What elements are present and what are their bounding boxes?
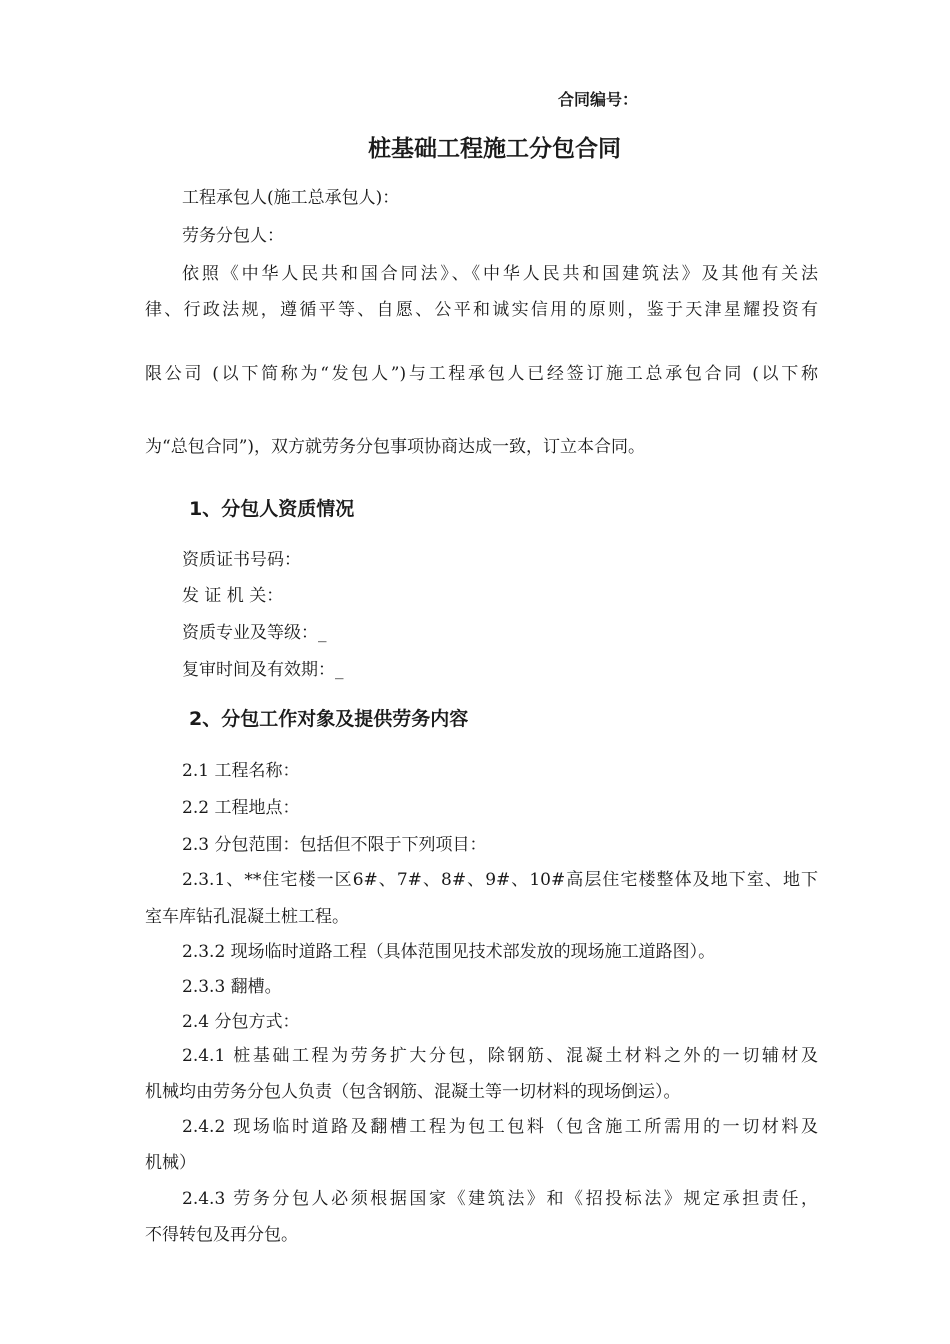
review-validity: 复审时间及有效期：_ bbox=[182, 660, 344, 680]
method-2-4-2-line-1: 2.4.2 现场临时道路及翻槽工程为包工包料（包含施工所需用的一切材料及 bbox=[182, 1117, 818, 1137]
issuing-authority: 发 证 机 关： bbox=[182, 586, 284, 606]
method-2-4-2-line-2: 机械） bbox=[145, 1153, 196, 1173]
intro-line-2: 律、行政法规，遵循平等、自愿、公平和诚实信用的原则，鉴于天津星耀投资有 bbox=[145, 300, 818, 320]
scope-2-3-3: 2.3.3 翻槽。 bbox=[182, 977, 282, 997]
document-title: 桩基础工程施工分包合同 bbox=[368, 136, 621, 162]
project-name: 2.1 工程名称： bbox=[182, 761, 300, 781]
method-2-4-1-line-2: 机械均由劳务分包人负责（包含钢筋、混凝土等一切材料的现场倒运）。 bbox=[145, 1082, 681, 1102]
scope-heading: 2.3 分包范围：包括但不限于下列项目： bbox=[182, 835, 487, 855]
method-2-4-1-line-1: 2.4.1 桩基础工程为劳务扩大分包，除钢筋、混凝土材料之外的一切辅材及 bbox=[182, 1046, 818, 1066]
scope-2-3-2: 2.3.2 现场临时道路工程（具体范围见技术部发放的现场施工道路图）。 bbox=[182, 942, 716, 962]
subcontractor-line: 劳务分包人： bbox=[182, 226, 284, 246]
intro-line-3: 限公司 (以下简称为“发包人”)与工程承包人已经签订施工总承包合同 (以下称 bbox=[145, 364, 818, 384]
scope-2-3-1-line-1: 2.3.1、**住宅楼一区6#、7#、8#、9#、10#高层住宅楼整体及地下室、地下 bbox=[182, 870, 818, 890]
section2-heading: 2、分包工作对象及提供劳务内容 bbox=[189, 708, 469, 730]
qualification-grade: 资质专业及等级：_ bbox=[182, 623, 327, 643]
qualification-cert-no: 资质证书号码： bbox=[182, 550, 301, 570]
intro-line-1: 依照《中华人民共和国合同法》、《中华人民共和国建筑法》及其他有关法 bbox=[182, 264, 818, 284]
method-heading: 2.4 分包方式： bbox=[182, 1012, 300, 1032]
method-2-4-3-line-2: 不得转包及再分包。 bbox=[145, 1225, 298, 1245]
scope-2-3-1-line-2: 室车库钻孔混凝土桩工程。 bbox=[145, 907, 349, 927]
intro-line-4: 为“总包合同”)，双方就劳务分包事项协商达成一致，订立本合同。 bbox=[145, 437, 646, 457]
contractor-line: 工程承包人(施工总承包人)： bbox=[182, 188, 400, 208]
project-location: 2.2 工程地点： bbox=[182, 798, 300, 818]
section1-heading: 1、分包人资质情况 bbox=[189, 498, 355, 520]
method-2-4-3-line-1: 2.4.3 劳务分包人必须根据国家《建筑法》和《招投标法》规定承担责任， bbox=[182, 1189, 818, 1209]
contract-number-label: 合同编号： bbox=[558, 90, 639, 109]
